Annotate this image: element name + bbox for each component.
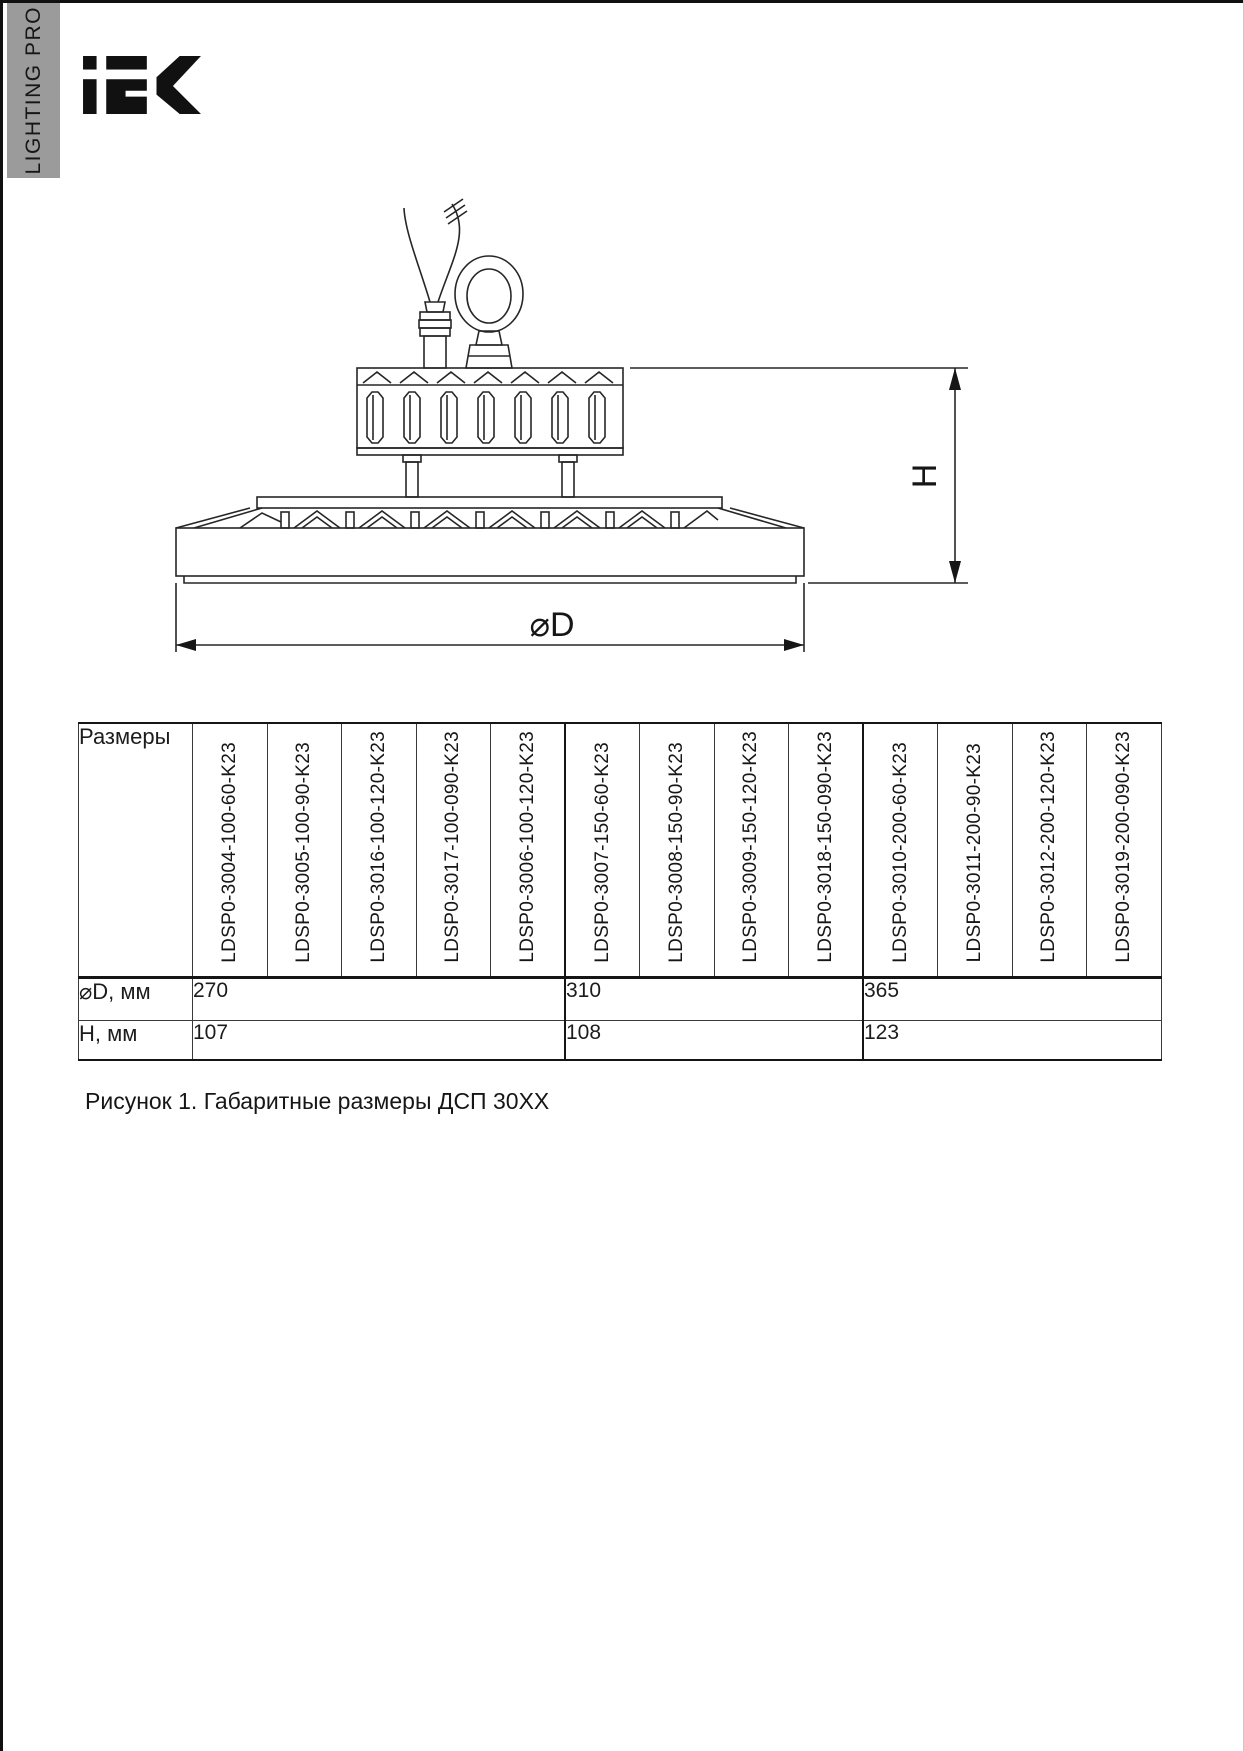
model-column-header: LDSP0-3018-150-090-K23 <box>789 723 864 977</box>
supply-wires <box>404 199 467 302</box>
figure-caption: Рисунок 1. Габаритные размеры ДСП 30ХХ <box>85 1088 550 1114</box>
eye-bolt <box>455 256 523 368</box>
model-column-header: LDSP0-3008-150-90-K23 <box>640 723 715 977</box>
dimension-drawing <box>0 190 1244 660</box>
model-column-header: LDSP0-3010-200-60-K23 <box>863 723 938 977</box>
dim-h-label: H <box>906 463 944 489</box>
logo-k-lower <box>157 86 201 114</box>
height-value: 107 <box>193 1020 566 1060</box>
model-column-header: LDSP0-3012-200-120-K23 <box>1012 723 1087 977</box>
logo-i-dot <box>83 56 97 70</box>
cable-gland <box>419 302 451 368</box>
diameter-value: 310 <box>565 977 863 1020</box>
height-value: 108 <box>565 1020 863 1060</box>
model-column-header: LDSP0-3004-100-60-K23 <box>193 723 268 977</box>
row-label-diameter: ⌀D, мм <box>79 977 193 1020</box>
table-corner-label: Размеры <box>79 723 193 977</box>
model-column-header: LDSP0-3007-150-60-K23 <box>565 723 640 977</box>
logo-e-top <box>106 56 147 70</box>
model-column-header: LDSP0-3011-200-90-K23 <box>938 723 1013 977</box>
model-column-header: LDSP0-3017-100-090-K23 <box>416 723 491 977</box>
diameter-value: 365 <box>863 977 1161 1020</box>
page-border-top <box>0 0 1244 3</box>
heatsink-drum <box>357 368 623 455</box>
logo-i-stem <box>83 79 97 114</box>
luminaire-body <box>176 528 804 583</box>
logo-e-body <box>106 79 147 114</box>
dimension-d <box>176 583 804 652</box>
row-label-height: H, мм <box>79 1020 193 1060</box>
lighting-pro-tab <box>7 3 60 178</box>
diameter-value: 270 <box>193 977 566 1020</box>
dim-d-label: ⌀D <box>529 606 575 644</box>
model-column-header: LDSP0-3006-100-120-K23 <box>491 723 566 977</box>
lighting-pro-label: LIGHTING PRO <box>21 6 45 175</box>
model-column-header: LDSP0-3009-150-120-K23 <box>714 723 789 977</box>
model-column-header: LDSP0-3005-100-90-K23 <box>267 723 342 977</box>
iek-logo <box>83 56 201 114</box>
model-column-header: LDSP0-3016-100-120-K23 <box>342 723 417 977</box>
model-column-header: LDSP0-3019-200-090-K23 <box>1087 723 1162 977</box>
truss-ring <box>176 508 804 528</box>
dimensions-table <box>78 722 1162 1061</box>
logo-k-upper <box>157 56 201 86</box>
height-value: 123 <box>863 1020 1161 1060</box>
dimension-h <box>630 368 968 583</box>
support-posts <box>403 455 577 497</box>
mounting-plate <box>257 497 722 508</box>
